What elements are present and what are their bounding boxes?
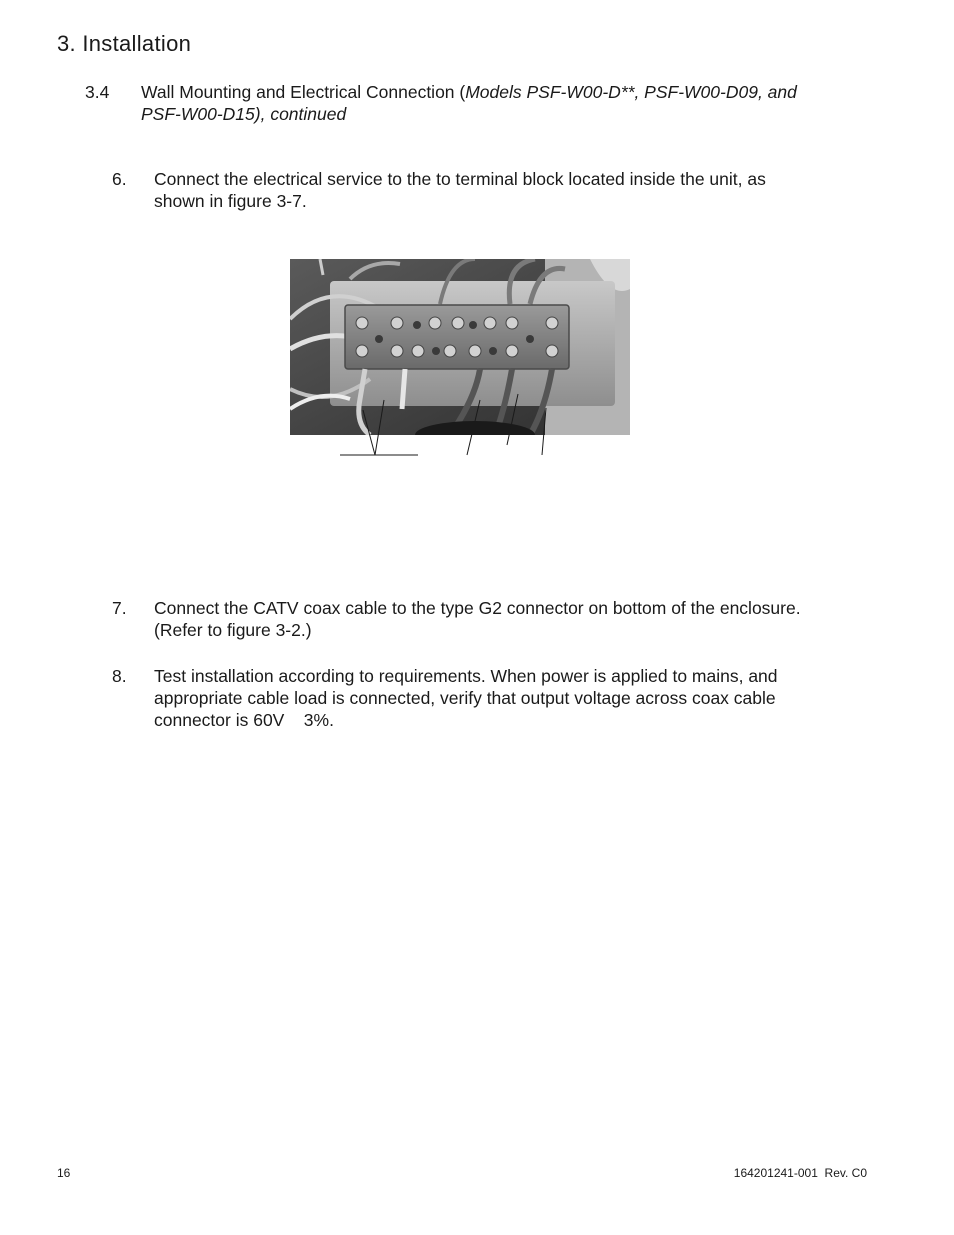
section-number: 3.4 (85, 82, 110, 102)
step-7-line-2: (Refer to figure 3-2.) (154, 620, 312, 640)
document-number: 164201241-001 Rev. C0 (733, 1166, 867, 1180)
step-8-number: 8. (112, 666, 127, 686)
step-6-line-2: shown in figure 3-7. (154, 191, 307, 211)
step-8-text (154, 665, 854, 731)
step-6-number: 6. (112, 169, 127, 189)
section-title (141, 81, 861, 125)
figure-leader-lines (330, 380, 570, 460)
page-number: 16 (57, 1166, 71, 1180)
step-6-text (154, 168, 854, 212)
step-7-text (154, 597, 854, 641)
section-title-models: Models PSF-W00-D**, PSF-W00-D09, and (465, 82, 797, 102)
step-7-number: 7. (112, 598, 127, 618)
step-8-line-1: Test installation according to requirements. When power is applied to mains, and (154, 666, 778, 686)
step-7-line-1: Connect the CATV coax cable to the type G2 connector on bottom of the enclosure. (154, 598, 801, 618)
step-8-line-3: connector is 60V 3%. (154, 710, 334, 730)
step-6-line-1: Connect the electrical service to the to terminal block located inside the unit, as (154, 169, 766, 189)
chapter-title: 3. Installation (57, 31, 192, 56)
section-title-plain: Wall Mounting and Electrical Connection ( (141, 82, 466, 102)
step-8-line-2: appropriate cable load is connected, verify that output voltage across coax cable (154, 688, 776, 708)
section-title-continued: PSF-W00-D15), continued (141, 104, 347, 124)
